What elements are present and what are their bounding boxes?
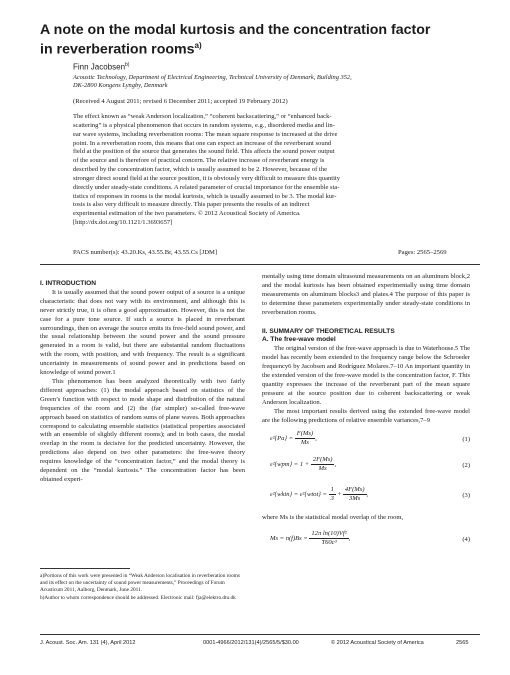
equation-1-numerator: F(Ms) bbox=[296, 429, 314, 437]
abstract bbox=[73, 113, 473, 228]
subsection-a-heading: A. The free-wave model bbox=[262, 336, 336, 344]
abstract-line: of the source and is therefore of practical concern. The relative increase of reverberant energy is bbox=[73, 157, 325, 165]
section-2-heading: II. SUMMARY OF THEORETICAL RESULTS bbox=[262, 327, 395, 335]
equation-2 bbox=[262, 456, 470, 478]
equation-2-denominator: Ms bbox=[318, 464, 327, 472]
footnotes bbox=[40, 573, 245, 603]
abstract-line: tosis is also very difficult to measure directly. This paper presents the results of an indirect bbox=[73, 201, 310, 209]
equation-1 bbox=[262, 430, 470, 452]
footnote-b: b)Author to whom correspondence should be addressed. Electronic mail: fja@elektro.dtu.dk bbox=[40, 594, 236, 601]
equation-4-numerator: 12π ln(10)Vf² bbox=[311, 530, 347, 538]
equation-4-fraction bbox=[309, 530, 348, 547]
abstract-line: scattering” is a physical phenomenon that occurs in random systems, e.g., disordered media and lin- bbox=[73, 121, 335, 129]
section-1-heading: I. INTRODUCTION bbox=[40, 280, 97, 287]
abstract-line: tistics of responses in rooms is the modal kurtosis, which is usually assumed to be 3. The modal kur- bbox=[73, 192, 337, 200]
equation-1-denominator: Ms bbox=[300, 438, 309, 446]
equation-2-number: (2) bbox=[462, 461, 470, 469]
footer-issn: 0001-4966/2012/131(4)/2565/5/$30.00 bbox=[203, 640, 299, 646]
received-dates: (Received 4 August 2011; revised 6 December 2011; accepted 19 February 2012) bbox=[73, 98, 288, 105]
equation-2-fraction bbox=[311, 456, 335, 473]
equation-3 bbox=[262, 486, 470, 508]
abstract-line: ear wave systems, including reverberation rooms: The mean square response is increased at the drive bbox=[73, 130, 338, 138]
equation-3-fraction-b bbox=[343, 486, 367, 503]
equation-4-body: Ms = n(f)Bs = $\frac{\text{12π ln(10)Vf²}}{\text{T60c³}}$ , bbox=[270, 530, 351, 547]
equation-4 bbox=[262, 530, 470, 552]
author-footnote-mark: b) bbox=[125, 62, 130, 68]
equation-1-fraction bbox=[295, 430, 315, 447]
affiliation-line-1: Acoustic Technology, Department of Electrical Engineering, Technical University of Denmark, Building 352, bbox=[73, 74, 352, 81]
author bbox=[73, 62, 129, 72]
abstract-doi[interactable]: [http://dx.doi.org/10.1121/1.3693657] bbox=[73, 219, 173, 227]
abstract-line: stronger direct sound field at the source position, it is obviously very difficult to measure this quantity bbox=[73, 174, 340, 182]
title-line-1: A note on the modal kurtosis and the concentration factor bbox=[40, 22, 431, 38]
equation-3a-denominator: 3 bbox=[330, 494, 334, 502]
footnote-a: a)Portions of this work were presented in “Weak Anderson localisation in reverberation rooms and its effect on the uncertainty of sound power measurements,” Proceedings of Forum Acusticum 2011, Aalborg, Denmark, June 2011. bbox=[40, 573, 240, 593]
free-wave-paragraph-1: The original version of the free-wave approach is due to Waterhouse.5 The model has recently been extended to the frequency range below the Schroeder frequency6 by Jacobsen and Rodríguez Molares.7–10 An important quantity in the extended version of the free-wave model is the concentration factor, F. This quantity expresses the increase of the reverberant part of the mean square pressure at the source position due to coherent backscattering or weak Anderson localization. bbox=[262, 345, 470, 406]
equation-3-fraction-a bbox=[329, 486, 336, 503]
footer-copyright: © 2012 Acoustical Society of America bbox=[331, 640, 424, 646]
title-footnote-mark: a) bbox=[194, 41, 202, 50]
footnote-divider bbox=[40, 568, 130, 569]
free-wave-paragraph-2: The most important results derived using the extended free-wave model are the following predictions of relative ensemble variances,7–9 bbox=[262, 407, 470, 424]
equation-2-body: ε²{wpm} = 1 + $\frac{2F(Ms)}{Ms}$ , bbox=[270, 455, 337, 472]
right-column bbox=[262, 273, 470, 556]
abstract-line: field at the position of the source that generates the sound field. This affects the sound power output bbox=[73, 148, 335, 156]
equation-3-body: ε²{wkin} = ε²{wtot} = $\frac{1}{3}$ + $\frac{4F(Ms)}{3Ms}$ , bbox=[270, 485, 369, 502]
intro-paragraph-1: It is usually assumed that the sound power output of a source is a unique characteristic that does not vary with its environment, and although this is never strictly true, it is often a good approximation. However, this is not the case for a pure tone source. If such a source is placed in reverberant surroundings, then on average the source emits its free-field sound power, and the usual relationship between the sound power and the sound pressure generated in a room is valid, but there are substantial random fluctuations with the room, with position, and with frequency. The result is a significant uncertainty in measurements of sound power and in predictions based on knowledge of sound power.1 bbox=[40, 288, 245, 377]
affiliation bbox=[73, 74, 473, 91]
equation-3a-numerator: 1 bbox=[330, 485, 334, 493]
right-intro-paragraph: mentally using time domain ultrasound measurements on an aluminum block,2 and the modal kurtosis has been obtained experimentally using time domain measurements on aluminum blocks3 and plates.4 The purpose of this paper is to determine these parameters experimentally under steady-state conditions in reverberation rooms. bbox=[262, 273, 470, 316]
header-divider bbox=[40, 264, 480, 265]
title-line-2: in reverberation rooms bbox=[40, 41, 195, 58]
equation-3-lhs: ε²{wkin} = ε²{wtot} = bbox=[270, 490, 327, 498]
equation-4-lhs: Ms = n(f)Bs = bbox=[270, 535, 308, 543]
equation-1-body: ε²{Pa} = $\frac{F(Ms)}{Ms}$ , bbox=[270, 429, 317, 446]
left-column bbox=[40, 280, 245, 485]
equation-1-lhs: ε²{Pa} = bbox=[270, 434, 294, 442]
abstract-line: described by the concentration factor, which is usually assumed to be 2. However, because of the bbox=[73, 166, 327, 174]
page-range: Pages: 2565–2569 bbox=[398, 249, 447, 256]
abstract-line: point. In a reverberation room, this means that one can expect an increase of the reverberant sound bbox=[73, 139, 332, 147]
where-text: where Ms is the statistical modal overlap of the room, bbox=[262, 513, 404, 521]
equation-3b-denominator: 3Ms bbox=[349, 494, 361, 502]
paper-title bbox=[40, 22, 480, 58]
equation-2-numerator: 2F(Ms) bbox=[312, 455, 333, 463]
author-name: Finn Jacobsen bbox=[73, 62, 126, 72]
affiliation-line-2: DK-2800 Kongens Lyngby, Denmark bbox=[73, 82, 168, 90]
equation-2-lhs: ε²{wpm} = 1 + bbox=[270, 460, 310, 468]
equation-4-denominator: T60c³ bbox=[321, 539, 337, 547]
equation-4-number: (4) bbox=[462, 536, 470, 544]
abstract-line: experimental estimation of the two parameters. © 2012 Acoustical Society of America. bbox=[73, 210, 301, 218]
pacs-numbers: PACS number(s): 43.20.Ks, 43.55.Br, 43.55.Cs [JDM] bbox=[73, 249, 218, 256]
footer-divider bbox=[40, 634, 480, 635]
footer-journal: J. Acoust. Soc. Am. 131 (4), April 2012 bbox=[40, 640, 136, 646]
equation-3b-numerator: 4F(Ms) bbox=[344, 485, 365, 493]
equation-1-number: (1) bbox=[462, 435, 470, 443]
abstract-line: directly under steady-state conditions. A related parameter of crucial importance for the ensemble sta- bbox=[73, 183, 340, 191]
intro-paragraph-2: This phenomenon has been analyzed theoretically with two fairly different approaches: (1) the modal approach based on statistics of the Green’s function with respect to mode shape and distribution of the natural frequencies of the room and (2) the (far simpler) so-called free-wave approach based on statistics of random sums of plane waves. Both approaches correspond to calculating ensemble statistics (statistical properties associated with an ensemble of slightly different rooms); and in both cases, the modal overlap in the room is decisive for the predicted uncertainty. However, the predictions also depend on two other parameters: the free-wave theory requires knowledge of the “concentration factor,” and the modal theory is dependent on the “modal kurtosis.” The concentration factor has been obtained experi- bbox=[40, 377, 245, 483]
footer-page-number: 2565 bbox=[456, 640, 469, 646]
abstract-line: The effect known as “weak Anderson localization,” “coherent backscattering,” or “enhanced back- bbox=[73, 113, 332, 120]
equation-3-number: (3) bbox=[462, 491, 470, 499]
